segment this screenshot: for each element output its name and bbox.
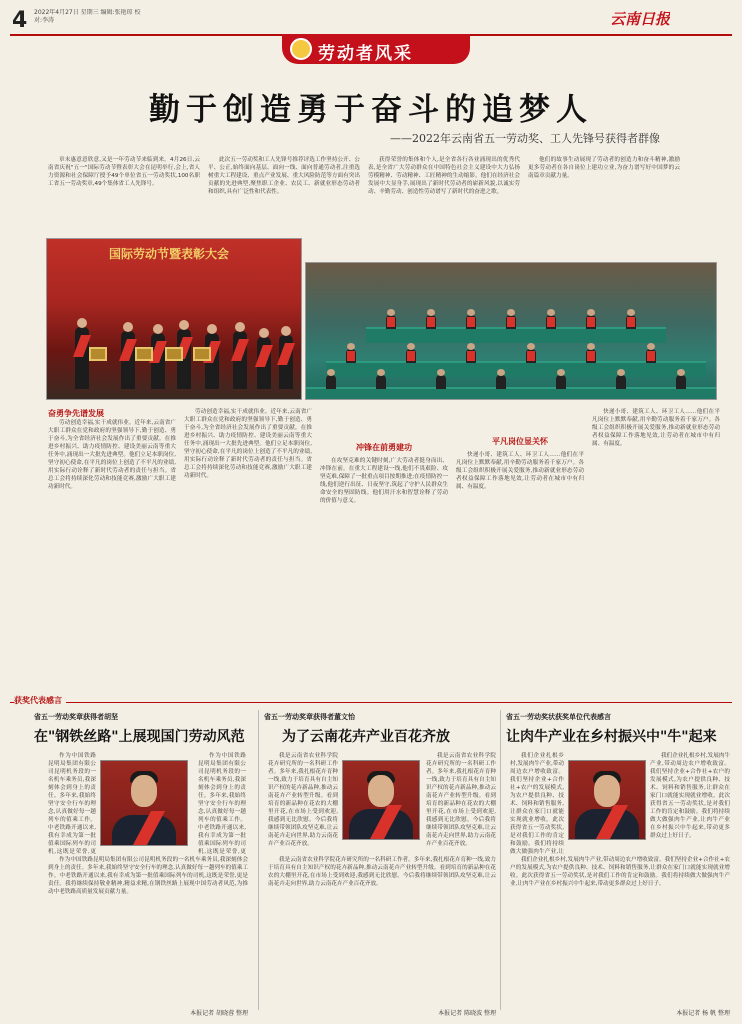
profile-1-text-b: 作为中国铁路昆明局集团有限公司昆明机务段的一名机车乘务员,我深刻体会到身上的责任。多年来,我始终坚守安全行车的理念,认真做好每一趟列车的值乘工作。中老铁路开通以来,我有幸成为第一批值乘国际列车的司机,这既是荣誉,更 [198,753,246,854]
profile-3-label: 省五一劳动奖状获奖单位代表感言 [506,713,611,721]
profile-2-text-b: 我是云南省农业科学院花卉研究所的一名科研工作者。多年来,我扎根花卉育种一线,致力于培育具有自主知识产权的花卉新品种,推动云南花卉产业转型升级。看到培育的新品种在花农的大棚里开花,在市场上受到欢迎,我感到无比欣慰。今后我将继续带领团队攻坚克难,让云南花卉走向世界,助力云南花卉产业百花齐放。 [426,753,496,847]
profile-1-portrait [100,760,188,846]
profile-3-text-b: 我们企业扎根乡村,发展肉牛产业,带动周边农户增收致富。我们坚持企业+合作社+农户的发展模式,为农户提供良种、技术、饲料和销售服务,让群众在家门口就能实现就业增收。此次获得省五一劳动奖状,是对我们工作的肯定和鼓励。我们将持续做大做强肉牛产业,让肉牛产业在乡村振兴中牛起来,带动更多群众过上好日子。 [650,753,730,839]
column-divider [258,710,259,1010]
page-meta: 2022年4月27日 星期三 编辑:张艳琼 校对:李涛 [34,9,141,24]
page-number: 4 [12,8,28,33]
intro-col-4: 他们的故事生动展现了劳动者的创造力和奋斗精神,激励更多劳动者在各自岗位上建功立业,为奋力谱写好中国梦的云南篇章贡献力量。 [528,157,680,179]
profile-1-text-c: 作为中国铁路昆明局集团有限公司昆明机务段的一名机车乘务员,我深刻体会到身上的责任。多年来,我始终坚守安全行车的理念,认真做好每一趟列车的值乘工作。中老铁路开通以来,我有幸成为第一批值乘国际列车的司机,这既是荣誉,更是责任。我将继续保持敬业精神,精益求精,在钢铁丝路上展现中国劳动者风范,为推动中老铁路高质量发展贡献力量。 [48,857,248,895]
banner-title: 劳动者风采 [318,44,413,64]
profile-3-text-a: 我们企业扎根乡村,发展肉牛产业,带动周边农户增收致富。我们坚持企业+合作社+农户的发展模式,为农户提供良种、技术、饲料和销售服务,让群众在家门口就能实现就业增收。此次获得省五一劳动奖状,是对我们工作的肯定和鼓励。我们将持续做大做强肉牛产业,让 [510,753,564,854]
conference-hall-photo [305,262,717,400]
intro-col-2: 此次五一劳动奖和工人先锋号推荐评选工作坚持公开、公平、公正,始终面向基层、面向一线、面向普通劳动者,注重选树重大工程建设、重点产业发展、重大风险防范等方面有突出贡献的先进典型,聚焦职工企业、农民工、新就业形态劳动者和组织,具有广泛性和代表性。 [208,157,360,195]
section-heading: 奋勇争先谱发展 [48,409,104,418]
profile-1-text-a: 作为中国铁路昆明局集团有限公司昆明机务段的一名机车乘务员,我深刻体会到身上的责任。多年来,我始终坚守安全行车的理念,认真做好每一趟列车的值乘工作。中老铁路开通以来,我有幸成为第一批值乘国际列车的司机,这既是荣誉,更 [48,753,96,854]
profile-3-title: 让肉牛产业在乡村振兴中"牛"起来 [506,729,717,745]
profile-3-text-c: 我们企业扎根乡村,发展肉牛产业,带动周边农户增收致富。我们坚持企业+合作社+农户的发展模式,为农户提供良种、技术、饲料和销售服务,让群众在家门口就能实现就业增收。此次获得省五一劳动奖状,是对我们工作的肯定和鼓励。我们将持续做大做强肉牛产业,让肉牛产业在乡村振兴中牛起来,带动更多群众过上好日子。 [510,857,730,887]
section-text: 劳动创造幸福,实干成就伟业。近年来,云南省广大职工群众在党和政府的坚强领导下,勤于创造、勇于奋斗,为全省经济社会发展作出了重要贡献。在推进乡村振兴、助力疫情防控、建设美丽云南等重大任务中,涌现出一大批先进典型。他们立足本职岗位,坚守初心使命,在平凡的岗位上创造了不平凡的业绩,用实际行动诠释了新时代劳动者的责任与担当。省总工会将持续深化劳动和技能竞赛,激励广大职工建功新时代。 [184,409,312,479]
profile-2-label: 省五一劳动奖章获得者董文怡 [264,713,355,721]
body-section-3b [592,408,720,692]
award-ceremony-photo [46,238,302,400]
union-emblem-icon [290,38,312,60]
section-text: 在攻坚克难的关键时刻,广大劳动者挺身而出、冲锋在前。在重大工程建设一线,他们不畏艰险、攻坚克难,保障了一批重点项目按期推进;在疫情防控一线,他们逆行出征、日夜坚守,筑起了守护人民群众生命安全的坚固防线。他们用汗水和智慧诠释了劳动的价值与意义。 [320,458,448,504]
profile-2-text-a: 我是云南省农业科学院花卉研究所的一名科研工作者。多年来,我扎根花卉育种一线,致力于培育具有自主知识产权的花卉新品种,推动云南花卉产业转型升级。看到培育的新品种在花农的大棚里开花,在市场上受到欢迎,我感到无比欣慰。今后我将继续带领团队攻坚克难,让云南花卉走向世界,助力云南花卉产业百花齐放。 [268,753,338,847]
section-text: 劳动创造幸福,实干成就伟业。近年来,云南省广大职工群众在党和政府的坚强领导下,勤于创造、勇于奋斗,为全省经济社会发展作出了重要贡献。在推进乡村振兴、助力疫情防控、建设美丽云南等重大任务中,涌现出一大批先进典型。他们立足本职岗位,坚守初心使命,在平凡的岗位上创造了不平凡的业绩,用实际行动诠释了新时代劳动者的责任与担当。省总工会将持续深化劳动和技能竞赛,激励广大职工建功新时代。 [48,420,176,490]
photo-backdrop-text: 国际劳动节暨表彰大会 [109,247,230,261]
body-section-3 [456,408,584,692]
subtitle: ——2022年云南省五一劳动奖、工人先锋号获得者群像 [390,132,660,145]
intro-col-3: 获得荣誉的集体和个人,是全省各行各业涌现出的优秀代表,是全省广大劳动群众在中国特色社会主义建设中大力弘扬劳模精神、劳动精神、工匠精神的生动缩影。他们在经济社会发展中大显身手,展现出了新时代劳动者的崭新风貌,以诚实劳动、辛勤劳动、创造性劳动谱写了新时代的奋进之歌。 [368,157,520,195]
body-section-1 [48,408,176,692]
profile-2-title: 为了云南花卉产业百花齐放 [282,729,450,745]
section2-tag: 获奖代表感言 [14,695,66,706]
section-banner [282,34,470,64]
profile-1-credit: 本报记者 胡晓蓉 整理 [190,1010,248,1017]
column-divider [500,710,501,1010]
section-text: 快递小哥、建筑工人、环卫工人……他们在平凡岗位上默默奉献,用辛勤劳动服务着千家万户。各级工会组织积极开展关爱服务,推动新就业形态劳动者权益保障工作落地见效,让劳动者在城市中有归属、有温度。 [592,409,720,447]
profile-1-label: 省五一劳动奖章获得者胡坚 [34,713,118,721]
body-section-2 [320,408,448,692]
profile-3-portrait [568,760,646,840]
profile-3-credit: 本报记者 杨 帆 整理 [676,1010,730,1017]
profile-2-credit: 本报记者 陈晓波 整理 [438,1010,496,1017]
profile-2-text-c: 我是云南省农业科学院花卉研究所的一名科研工作者。多年来,我扎根花卉育种一线,致力于培育具有自主知识产权的花卉新品种,推动云南花卉产业转型升级。看到培育的新品种在花农的大棚里开花,在市场上受到欢迎,我感到无比欣慰。今后我将继续带领团队攻坚克难,让云南花卉走向世界,助力云南花卉产业百花齐放。 [268,857,496,887]
profile-1-title: 在"钢铁丝路"上展现国门劳动风范 [34,729,245,745]
intro-col-1: 章末惠意意欣意,又是一年劳动节来临到来。4月26日,云南省庆祝"五一"国际劳动节暨表彰大会在昆明举行,会上,省人力资源和社会保障厅授予49个单位省五一劳动奖状,100名职工省五一劳动奖章,49个集体省工人先锋号。 [48,157,200,187]
section-heading: 冲锋在前勇建功 [356,443,412,452]
headline: 勤于创造勇于奋斗的追梦人 [149,92,593,128]
section2-rule [10,702,732,703]
body-section-1b [184,408,312,692]
section-text: 快递小哥、建筑工人、环卫工人……他们在平凡岗位上默默奉献,用辛勤劳动服务着千家万户。各级工会组织积极开展关爱服务,推动新就业形态劳动者权益保障工作落地见效,让劳动者在城市中有归属、有温度。 [456,452,584,490]
paper-logo: 云南日报 [610,10,671,28]
section-heading: 平凡岗位显关怀 [492,437,548,446]
profile-2-portrait [342,760,420,840]
